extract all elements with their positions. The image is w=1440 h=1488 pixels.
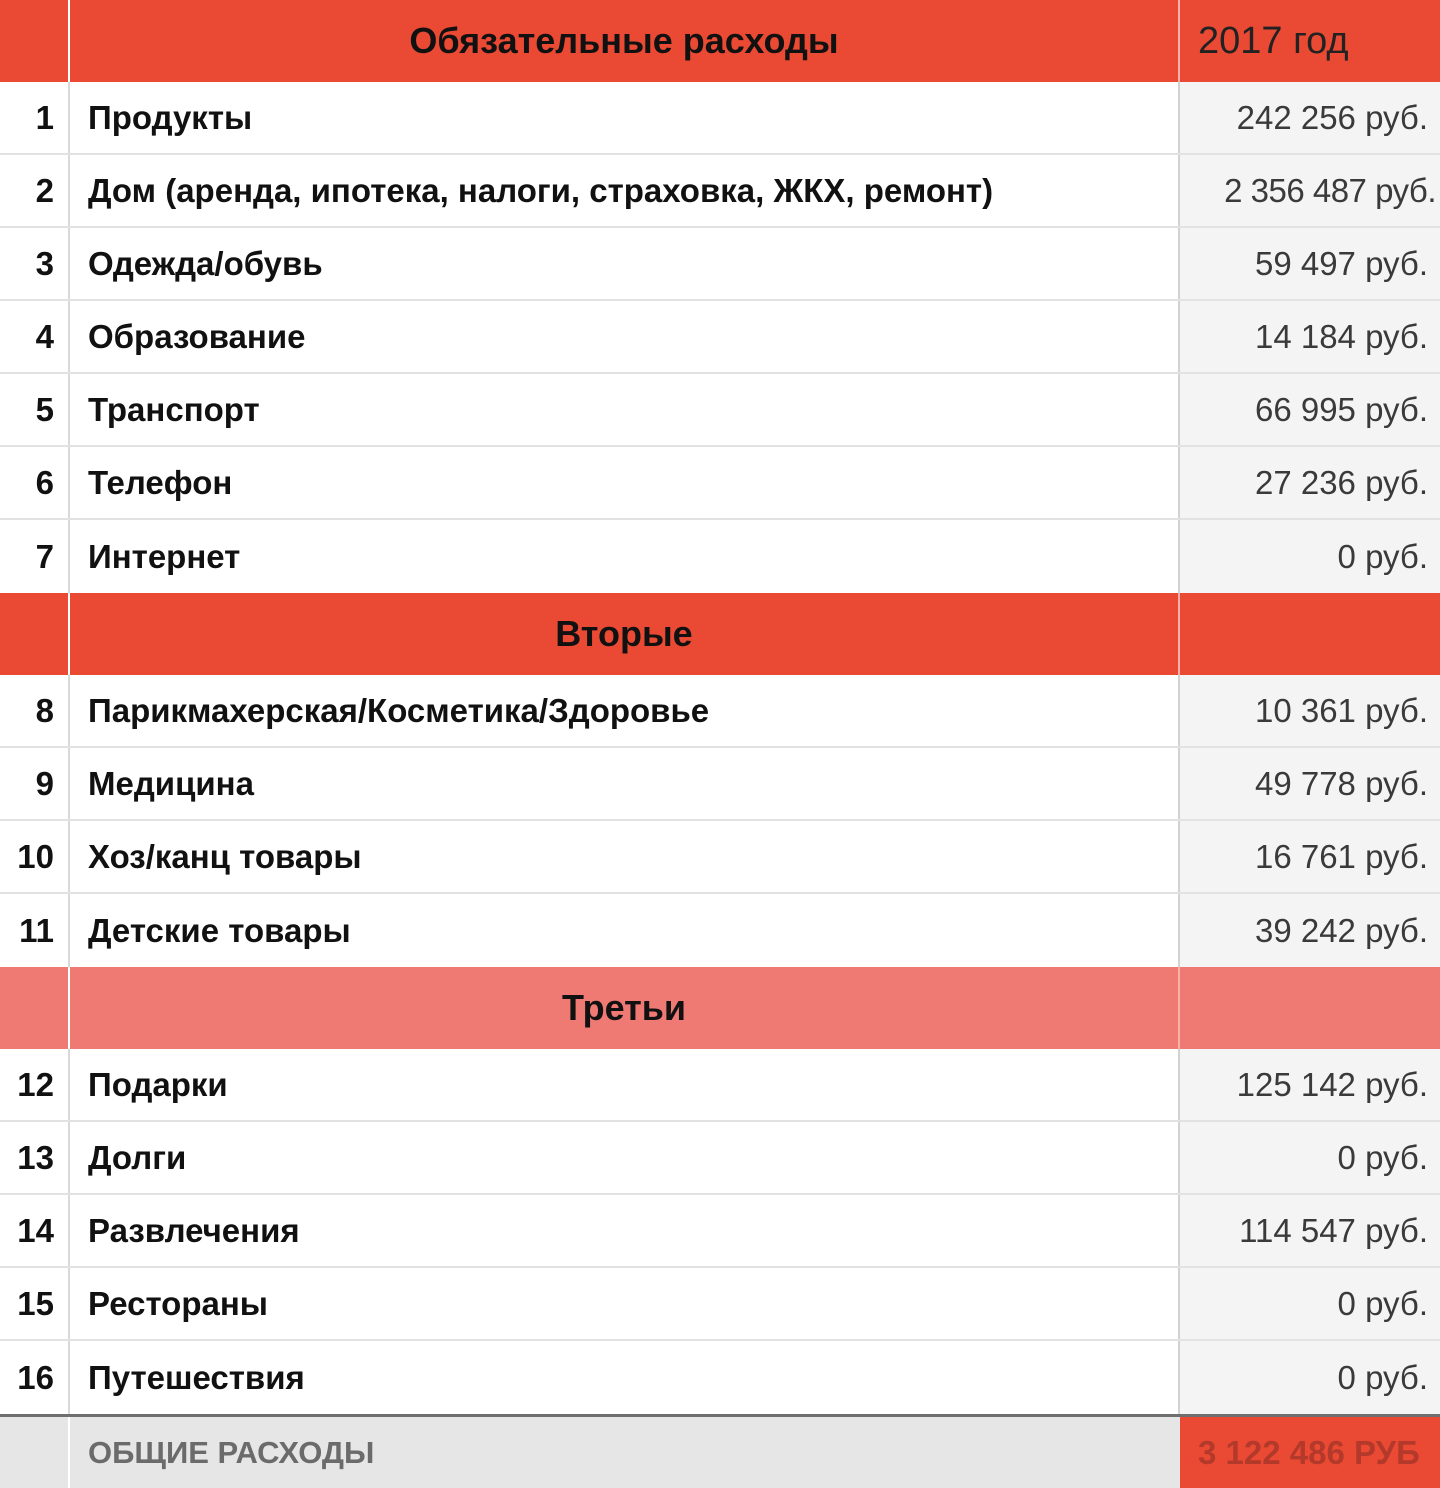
table-row[interactable] [0, 748, 1440, 821]
total-label: ОБЩИЕ РАСХОДЫ [88, 1434, 375, 1470]
table-row[interactable] [0, 82, 1440, 155]
row-number: 13 [0, 1122, 70, 1193]
expense-label: Дом (аренда, ипотека, налоги, страховка, ЖКХ, ремонт) [70, 155, 1180, 226]
table-row[interactable] [0, 520, 1440, 593]
table-row[interactable] [0, 821, 1440, 894]
expense-label: Развлечения [70, 1195, 1180, 1266]
expense-amount[interactable]: 59 497 руб. [1180, 228, 1440, 299]
section-number-cell [0, 967, 70, 1049]
row-number: 3 [0, 228, 70, 299]
expense-label: Образование [70, 301, 1180, 372]
section-title-mandatory: Обязательные расходы [70, 0, 1180, 82]
section-value-cell [1180, 593, 1440, 675]
section-header-mandatory [0, 0, 1440, 82]
table-row[interactable] [0, 155, 1440, 228]
section-header-third [0, 967, 1440, 1049]
expense-label: Телефон [70, 447, 1180, 518]
expense-amount[interactable]: 66 995 руб. [1180, 374, 1440, 445]
row-number: 5 [0, 374, 70, 445]
expense-label: Долги [70, 1122, 1180, 1193]
total-number-cell [0, 1417, 70, 1488]
expense-label: Интернет [70, 520, 1180, 593]
table-row[interactable] [0, 1195, 1440, 1268]
expense-label: Путешествия [70, 1341, 1180, 1414]
expense-amount[interactable]: 0 руб. [1180, 1341, 1440, 1414]
expense-amount[interactable]: 0 руб. [1180, 1268, 1440, 1339]
expense-amount[interactable]: 16 761 руб. [1180, 821, 1440, 892]
expense-amount[interactable]: 10 361 руб. [1180, 675, 1440, 746]
table-row[interactable] [0, 1268, 1440, 1341]
expense-label: Продукты [70, 82, 1180, 153]
row-number: 7 [0, 520, 70, 593]
row-number: 1 [0, 82, 70, 153]
row-number: 16 [0, 1341, 70, 1414]
expense-amount[interactable]: 114 547 руб. [1180, 1195, 1440, 1266]
section-header-second [0, 593, 1440, 675]
year-header: 2017 год [1198, 19, 1349, 62]
expense-amount[interactable]: 14 184 руб. [1180, 301, 1440, 372]
table-row[interactable] [0, 894, 1440, 967]
row-number: 12 [0, 1049, 70, 1120]
section-title-third: Третьи [70, 967, 1180, 1049]
row-number: 8 [0, 675, 70, 746]
row-number: 11 [0, 894, 70, 967]
section-number-cell [0, 0, 70, 82]
section-title-second: Вторые [70, 593, 1180, 675]
expense-amount[interactable]: 125 142 руб. [1180, 1049, 1440, 1120]
expense-amount[interactable]: 27 236 руб. [1180, 447, 1440, 518]
row-number: 15 [0, 1268, 70, 1339]
expense-amount[interactable]: 39 242 руб. [1180, 894, 1440, 967]
expense-label: Парикмахерская/Косметика/Здоровье [70, 675, 1180, 746]
table-row[interactable] [0, 228, 1440, 301]
total-amount[interactable]: 3 122 486 РУБ [1180, 1417, 1440, 1488]
row-number: 6 [0, 447, 70, 518]
section-value-cell [1180, 967, 1440, 1049]
row-number: 4 [0, 301, 70, 372]
expense-label: Подарки [70, 1049, 1180, 1120]
section-number-cell [0, 593, 70, 675]
table-row[interactable] [0, 1122, 1440, 1195]
expense-amount[interactable]: 2 356 487 руб. [1180, 155, 1440, 226]
expense-label: Медицина [70, 748, 1180, 819]
table-row[interactable] [0, 374, 1440, 447]
expense-label: Рестораны [70, 1268, 1180, 1339]
expense-label: Детские товары [70, 894, 1180, 967]
expense-amount[interactable]: 0 руб. [1180, 1122, 1440, 1193]
expense-amount[interactable]: 242 256 руб. [1180, 82, 1440, 153]
expense-label: Транспорт [70, 374, 1180, 445]
row-number: 9 [0, 748, 70, 819]
table-row[interactable] [0, 675, 1440, 748]
row-number: 14 [0, 1195, 70, 1266]
row-number: 10 [0, 821, 70, 892]
expense-label: Одежда/обувь [70, 228, 1180, 299]
expense-label: Хоз/канц товары [70, 821, 1180, 892]
expense-amount[interactable]: 0 руб. [1180, 520, 1440, 593]
table-row[interactable] [0, 1049, 1440, 1122]
expense-amount[interactable]: 49 778 руб. [1180, 748, 1440, 819]
table-row[interactable] [0, 301, 1440, 374]
table-row[interactable] [0, 1341, 1440, 1414]
total-row [0, 1414, 1440, 1488]
row-number: 2 [0, 155, 70, 226]
table-row[interactable] [0, 447, 1440, 520]
